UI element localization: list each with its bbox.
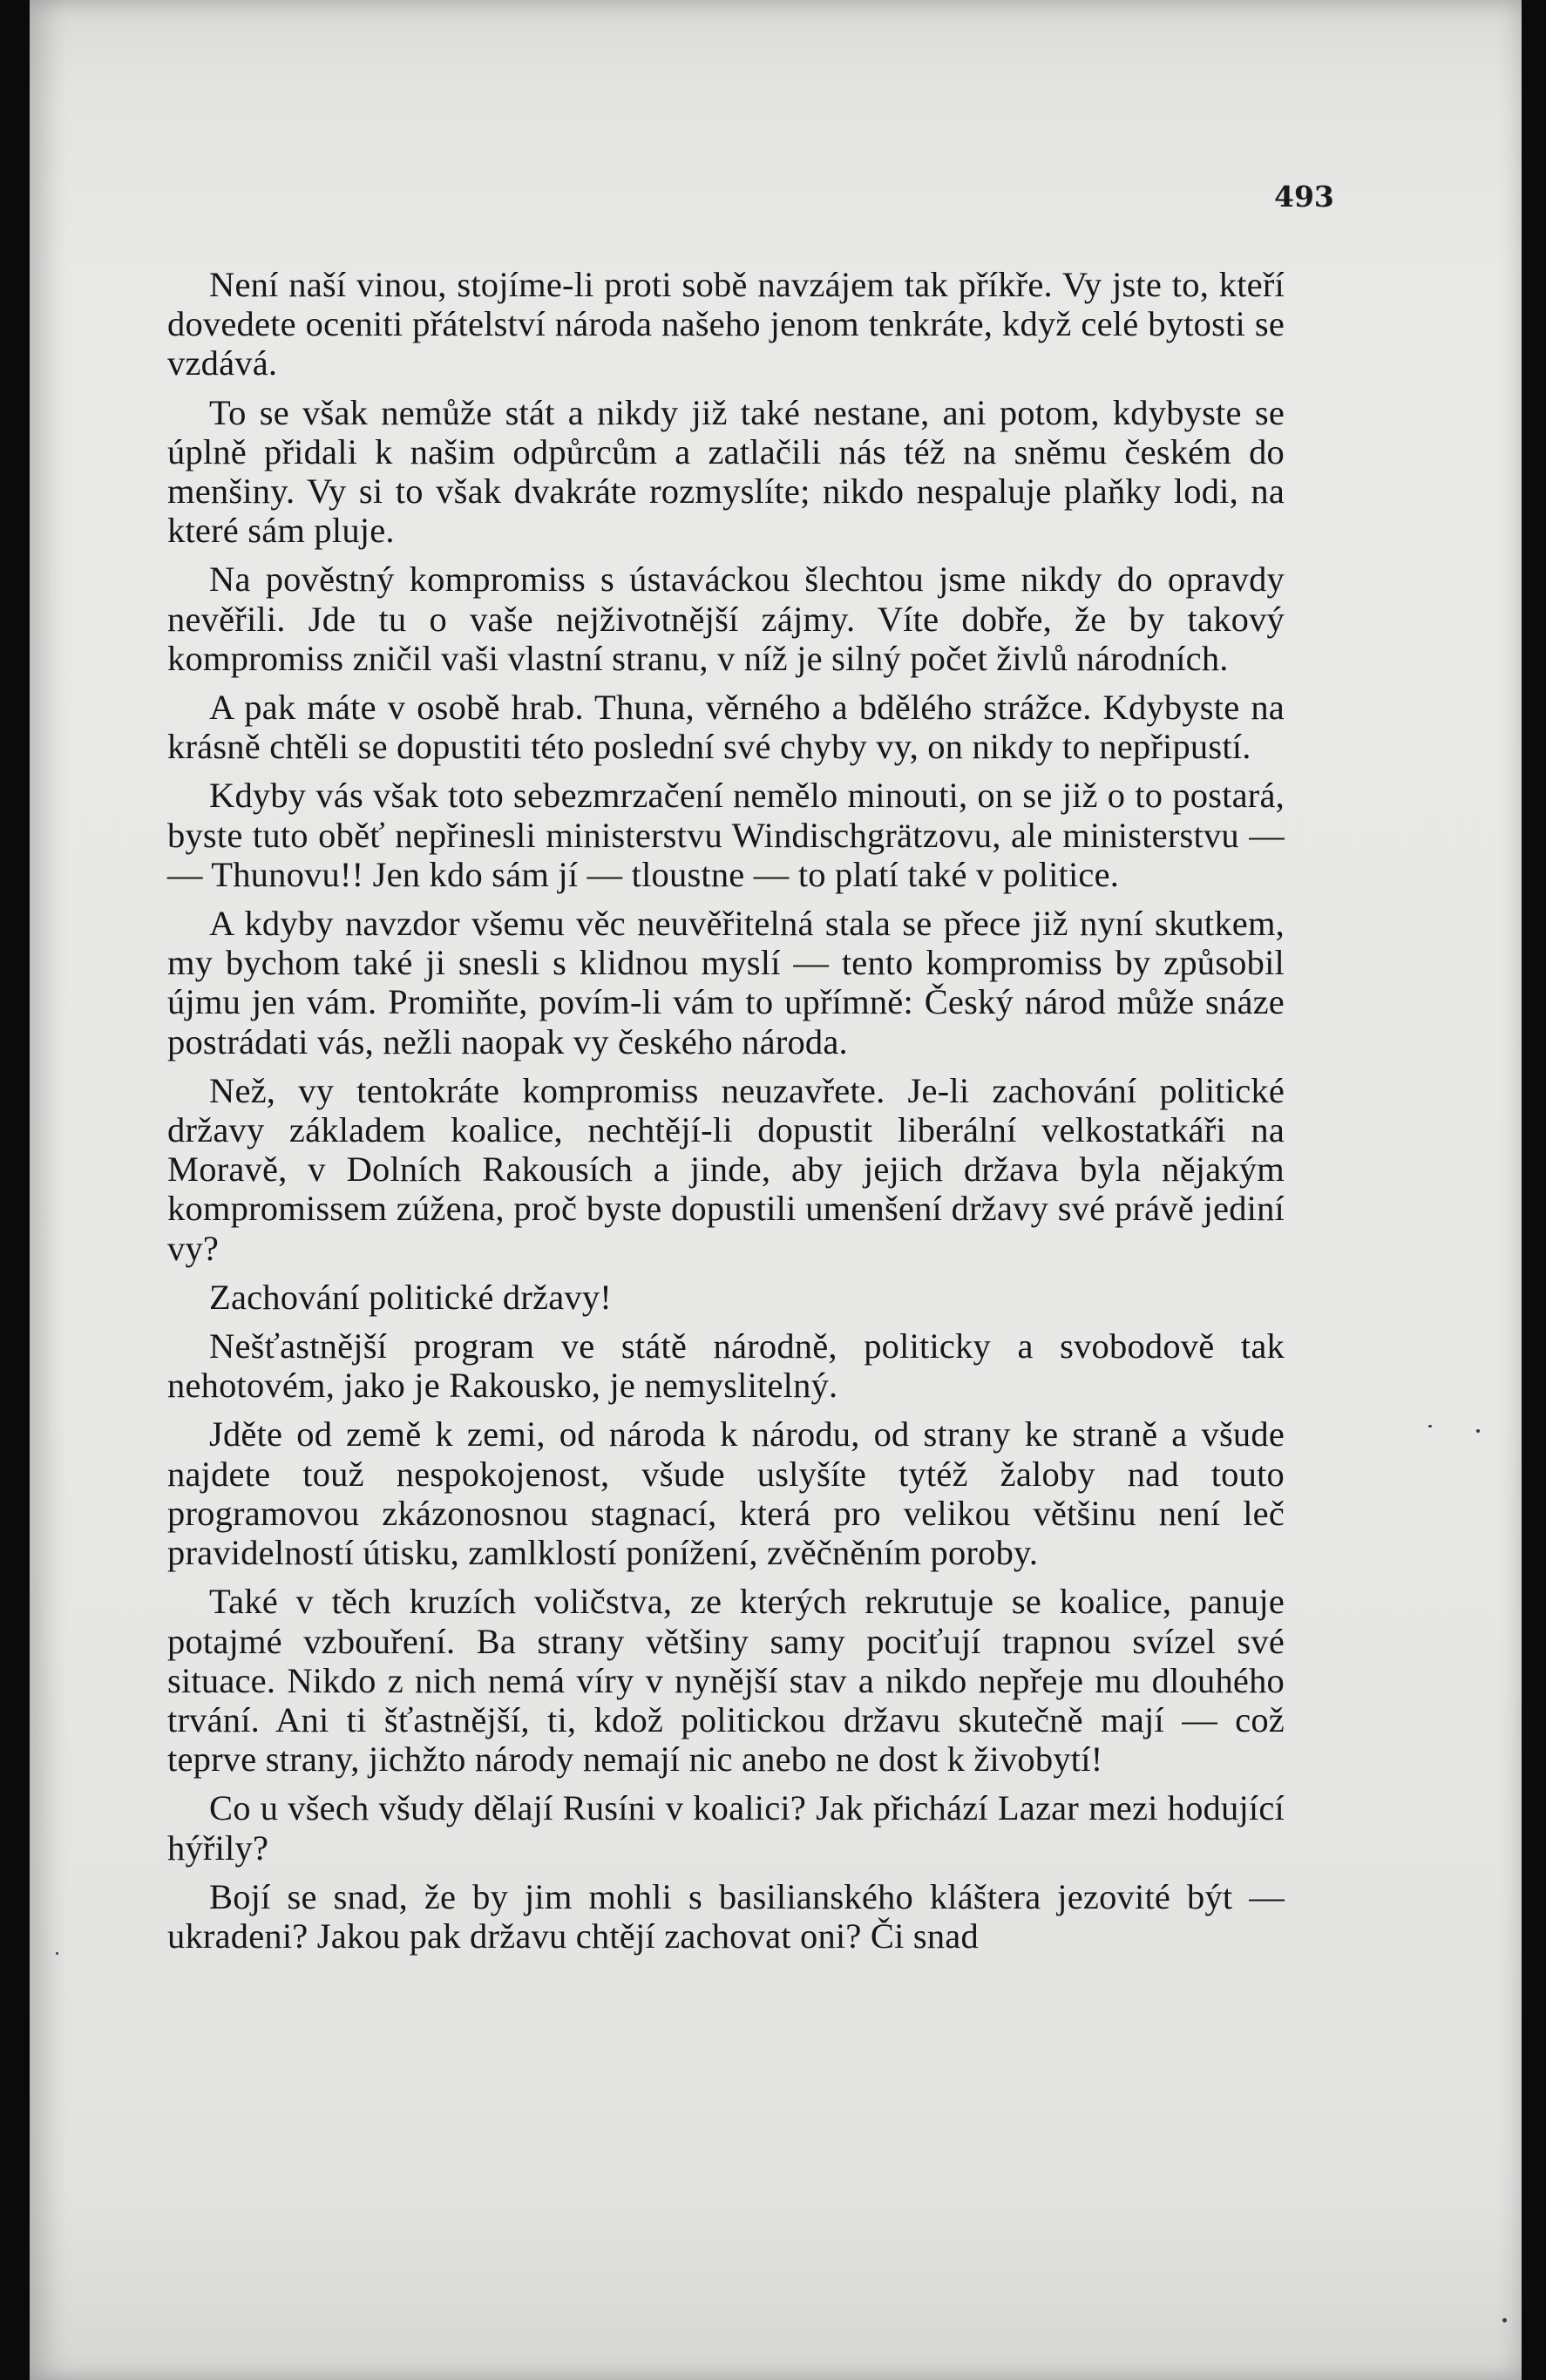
text-body bbox=[167, 265, 1285, 1965]
speck bbox=[56, 1952, 58, 1955]
paragraph: A kdyby navzdor všemu věc neuvěřitelná stala se přece již nyní skutkem, my bychom také ji snesli s klidnou myslí — tento kompromiss by způsobil újmu jen vám. Promiňte, povím-li vám to upřímně: Český národ může snáze postrádati vás, nežli naopak vy českého národa. bbox=[167, 904, 1285, 1061]
speck bbox=[1428, 1425, 1432, 1427]
paragraph: Jděte od země k zemi, od národa k národu, od strany ke straně a všude najdete touž nespokojenost, všude uslyšíte tytéž žaloby nad touto programovou zkázonosnou stagnací, která pro velikou většinu není leč pravidelností útisku, zamlklostí ponížení, zvěčněním poroby. bbox=[167, 1414, 1285, 1573]
paragraph: Není naší vinou, stojíme-li proti sobě navzájem tak příkře. Vy jste to, kteří dovedete oceniti přátelství národa našeho jenom tenkráte, když celé bytosti se vzdává. bbox=[167, 265, 1285, 383]
paragraph: Nešťastnější program ve státě národně, politicky a svobodově tak nehotovém, jako je Rakousko, je nemyslitelný. bbox=[167, 1326, 1285, 1406]
paragraph: Než, vy tentokráte kompromiss neuzavřete. Je-li zachování politické državy základem koalice, nechtějí-li dopustit liberální velkostatkáři na Moravě, v Dolních Rakousích a jinde, aby jejich država byla nějakým kompromissem zúžena, proč byste dopustili umenšení državy své právě jediní vy? bbox=[167, 1070, 1285, 1268]
speck bbox=[1476, 1429, 1480, 1433]
paragraph: Kdyby vás však toto sebezmrzačení nemělo minouti, on se již o to postará, byste tuto oběť nepřinesli ministerstvu Windischgrätzovu, ale ministerstvu — — Thunovu!! Jen kdo sám jí — tloustne — to platí také v politice. bbox=[167, 776, 1285, 894]
paragraph: Zachování politické državy! bbox=[209, 1277, 612, 1317]
paragraph: Bojí se snad, že by jim mohli s basilianského kláštera jezovité být — ukradeni? Jakou pak državu chtějí zachovat oni? Či snad bbox=[167, 1876, 1285, 1956]
book-page bbox=[30, 0, 1522, 2380]
speck bbox=[1502, 2318, 1507, 2322]
paragraph: To se však nemůže stát a nikdy již také nestane, ani potom, kdybyste se úplně přidali k našim odpůrcům a zatlačili nás též na sněmu českém do menšiny. Vy si to však dvakráte rozmyslíte; nikdo nespaluje plaňky lodi, na které sám pluje. bbox=[167, 392, 1285, 551]
paragraph: Co u všech všudy dělají Rusíni v koalici? Jak přichází Lazar mezi hodující hýřily? bbox=[167, 1788, 1285, 1868]
paragraph: Také v těch kruzích voličstva, ze kterých rekrutuje se koalice, panuje potajmé vzbouření. Ba strany většiny samy pociťují trapnou svízel své situace. Nikdo z nich nemá víry v nynější stav a nikdo nepřeje mu dlouhého trvání. Ani ti šťastnější, ti, kdož politickou državu skutečně mají — což teprve strany, jichžto národy nemají nic anebo ne dost k živobytí! bbox=[167, 1582, 1285, 1780]
paragraph: A pak máte v osobě hrab. Thuna, věrného a bdělého strážce. Kdybyste na krásně chtěli se dopustiti této poslední své chyby vy, on nikdy to nepřipustí. bbox=[167, 688, 1285, 767]
page-number: 493 bbox=[1274, 180, 1334, 214]
paragraph: Na pověstný kompromiss s ústaváckou šlechtou jsme nikdy do opravdy nevěřili. Jde tu o vaše nejživotnější zájmy. Víte dobře, že by takový kompromiss zničil vaši vlastní stranu, v níž je silný počet živlů národních. bbox=[167, 559, 1285, 678]
